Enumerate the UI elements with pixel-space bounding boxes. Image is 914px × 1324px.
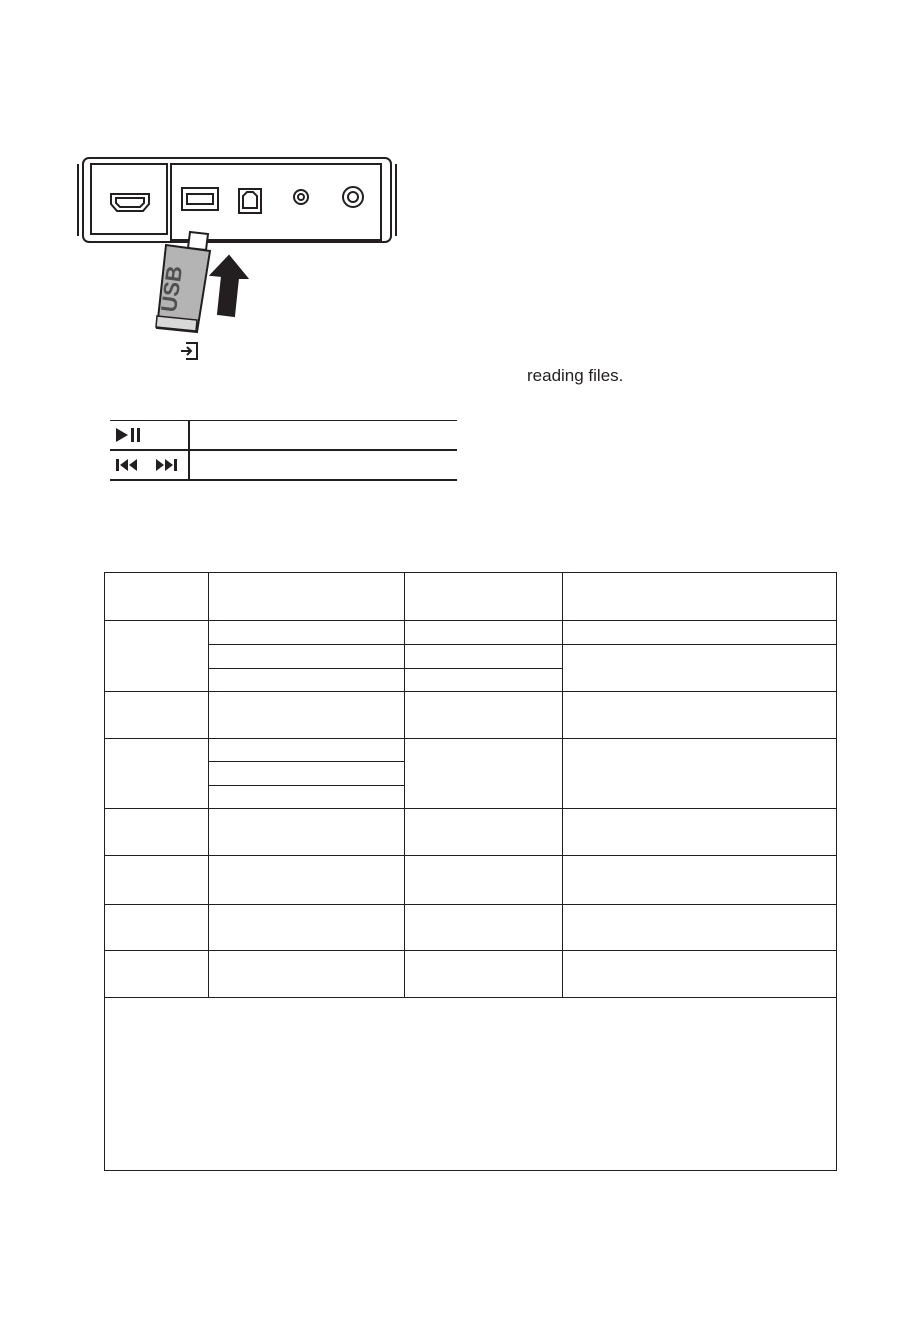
table-cell [209, 621, 405, 645]
table-header-row [105, 573, 837, 621]
table-cell [405, 809, 563, 856]
previous-next-icon [114, 456, 184, 474]
table-cell [405, 951, 563, 998]
table-cell [209, 669, 405, 692]
table-cell [105, 856, 209, 905]
table-row [105, 739, 837, 762]
table-cell [563, 692, 837, 739]
table-row [105, 621, 837, 645]
table-cell [563, 739, 837, 809]
coaxial-port-icon [343, 187, 363, 207]
table-cell [105, 739, 209, 809]
table-cell [105, 692, 209, 739]
button-function-table [110, 420, 457, 481]
table-cell [209, 692, 405, 739]
table-cell [405, 669, 563, 692]
table-cell [209, 645, 405, 669]
table-cell [563, 645, 837, 692]
table-row [105, 809, 837, 856]
header-cell [105, 573, 209, 621]
table-cell [209, 739, 405, 762]
usb-connection-illustration [75, 150, 405, 370]
play-pause-description [189, 421, 457, 451]
previous-next-cell [110, 450, 189, 480]
input-source-icon [178, 340, 200, 362]
table-row [105, 645, 837, 669]
table-row [105, 856, 837, 905]
play-pause-icon [114, 426, 144, 444]
supported-formats-table [104, 572, 837, 1171]
table-cell [209, 905, 405, 951]
table-cell [105, 809, 209, 856]
notes-cell [105, 998, 837, 1171]
table-cell [209, 951, 405, 998]
table-cell [209, 762, 405, 786]
table-cell [405, 905, 563, 951]
audio-jack-icon [294, 190, 308, 204]
table-cell [405, 856, 563, 905]
table-cell [105, 951, 209, 998]
table-cell [405, 692, 563, 739]
table-cell [405, 621, 563, 645]
table-cell [105, 905, 209, 951]
table-cell [563, 809, 837, 856]
table-cell [209, 809, 405, 856]
table-cell [405, 739, 563, 809]
usb-port-icon [182, 188, 218, 210]
usb-stick-label: USB [155, 264, 188, 314]
table-cell [563, 951, 837, 998]
play-pause-cell [110, 421, 189, 451]
table-cell [405, 645, 563, 669]
table-row [105, 905, 837, 951]
table-cell [209, 856, 405, 905]
table-row [105, 951, 837, 998]
table-cell [105, 621, 209, 692]
table-row [110, 450, 457, 480]
header-cell [563, 573, 837, 621]
header-cell [405, 573, 563, 621]
header-cell [209, 573, 405, 621]
reading-files-text: reading files. [527, 366, 624, 385]
table-notes-row [105, 998, 837, 1171]
table-row [110, 421, 457, 451]
table-cell [563, 905, 837, 951]
hdmi-port-icon [111, 194, 149, 211]
table-cell [563, 856, 837, 905]
table-cell [563, 621, 837, 645]
insert-arrow-icon [211, 256, 247, 316]
usb-drive-icon [156, 232, 210, 332]
optical-port-icon [239, 189, 261, 213]
table-row [105, 692, 837, 739]
table-cell [209, 786, 405, 809]
previous-next-description [189, 450, 457, 480]
